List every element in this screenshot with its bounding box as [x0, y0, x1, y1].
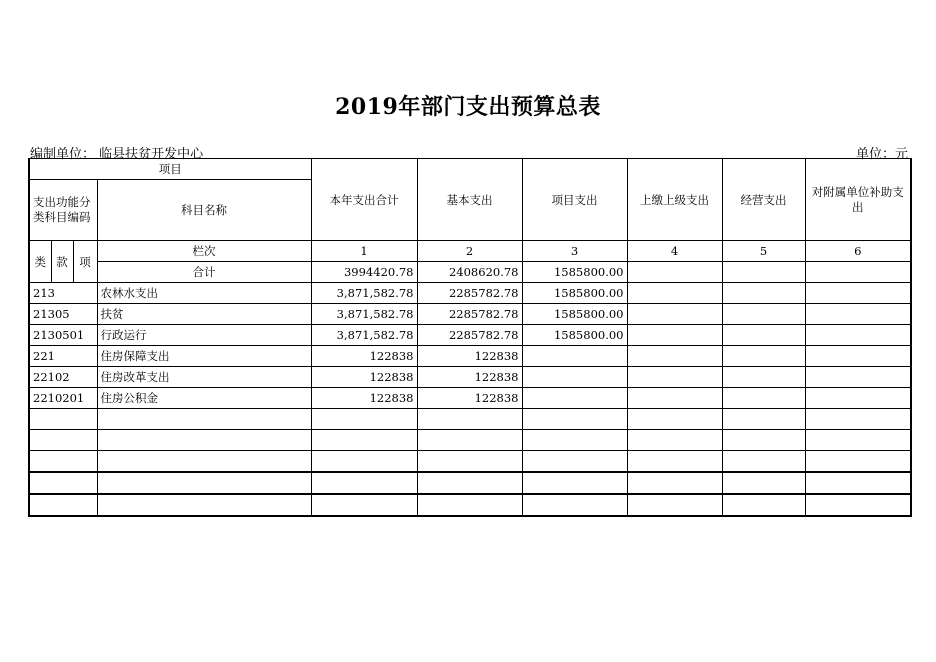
row-total: 3,871,582.78 [311, 304, 417, 325]
empty-cell [722, 430, 805, 451]
header-subsidy: 对附属单位补助支出 [805, 159, 911, 241]
total-subsidy [805, 262, 911, 283]
row-code: 21305 [29, 304, 97, 325]
empty-cell [627, 494, 722, 516]
empty-cell [805, 451, 911, 473]
row-basic: 122838 [417, 367, 522, 388]
empty-cell [29, 472, 97, 494]
empty-cell [522, 451, 627, 473]
row-project [522, 346, 627, 367]
row-name: 农林水支出 [97, 283, 311, 304]
row-name: 扶贫 [97, 304, 311, 325]
empty-cell [417, 430, 522, 451]
empty-cell [417, 494, 522, 516]
header-xiang: 项 [73, 241, 97, 283]
header-basic: 基本支出 [417, 159, 522, 241]
row-total: 3,871,582.78 [311, 283, 417, 304]
empty-cell [722, 494, 805, 516]
empty-cell [522, 409, 627, 430]
header-row-1 [29, 159, 911, 180]
row-subsidy [805, 388, 911, 409]
row-subsidy [805, 367, 911, 388]
header-name: 科目名称 [97, 180, 311, 241]
row-basic: 122838 [417, 388, 522, 409]
total-operating [722, 262, 805, 283]
row-subsidy [805, 283, 911, 304]
row-upper [627, 367, 722, 388]
empty-cell [97, 451, 311, 473]
header-operating: 经营支出 [722, 159, 805, 241]
row-code: 2210201 [29, 388, 97, 409]
row-operating [722, 304, 805, 325]
empty-cell [29, 430, 97, 451]
row-project [522, 388, 627, 409]
header-lanci: 栏次 [97, 241, 311, 262]
currency-unit: 单位：元 [855, 147, 908, 162]
header-project-expense: 项目支出 [522, 159, 627, 241]
col-number: 4 [627, 241, 722, 262]
empty-row [29, 472, 911, 494]
header-lei: 类 [29, 241, 51, 283]
empty-cell [627, 409, 722, 430]
empty-cell [522, 430, 627, 451]
empty-cell [311, 494, 417, 516]
empty-row [29, 430, 911, 451]
empty-cell [97, 409, 311, 430]
empty-cell [417, 451, 522, 473]
row-name: 住房保障支出 [97, 346, 311, 367]
row-upper [627, 388, 722, 409]
empty-cell [627, 451, 722, 473]
row-name: 行政运行 [97, 325, 311, 346]
empty-cell [311, 430, 417, 451]
header-total: 本年支出合计 [311, 159, 417, 241]
row-code: 22102 [29, 367, 97, 388]
row-basic: 2285782.78 [417, 283, 522, 304]
empty-cell [805, 472, 911, 494]
header-kuan: 款 [51, 241, 73, 283]
row-basic: 2285782.78 [417, 325, 522, 346]
empty-row [29, 494, 911, 516]
row-project [522, 367, 627, 388]
empty-cell [29, 451, 97, 473]
empty-cell [97, 494, 311, 516]
col-number: 6 [805, 241, 911, 262]
empty-cell [627, 472, 722, 494]
total-basic: 2408620.78 [417, 262, 522, 283]
row-operating [722, 283, 805, 304]
row-upper [627, 304, 722, 325]
empty-cell [29, 409, 97, 430]
page-title: 2019年部门支出预算总表 [335, 94, 601, 120]
row-subsidy [805, 346, 911, 367]
row-subsidy [805, 325, 911, 346]
column-number-row [29, 241, 911, 262]
header-project: 项目 [29, 159, 311, 180]
row-total: 122838 [311, 388, 417, 409]
empty-cell [805, 409, 911, 430]
row-project: 1585800.00 [522, 325, 627, 346]
row-project: 1585800.00 [522, 304, 627, 325]
header-code-group: 支出功能分类科目编码 [29, 180, 97, 241]
budget-table [28, 158, 912, 517]
row-operating [722, 346, 805, 367]
row-subsidy [805, 304, 911, 325]
col-number: 1 [311, 241, 417, 262]
total-row [29, 262, 911, 283]
row-code: 221 [29, 346, 97, 367]
row-basic: 2285782.78 [417, 304, 522, 325]
empty-cell [805, 494, 911, 516]
empty-cell [97, 430, 311, 451]
table-row [29, 283, 911, 304]
table-row [29, 367, 911, 388]
empty-cell [97, 472, 311, 494]
table-row [29, 388, 911, 409]
row-upper [627, 346, 722, 367]
header-upper-payment: 上缴上级支出 [627, 159, 722, 241]
total-amount: 3994420.78 [311, 262, 417, 283]
row-operating [722, 388, 805, 409]
row-operating [722, 325, 805, 346]
empty-row [29, 409, 911, 430]
col-number: 5 [722, 241, 805, 262]
empty-cell [722, 409, 805, 430]
empty-cell [417, 409, 522, 430]
empty-cell [522, 494, 627, 516]
row-name: 住房改革支出 [97, 367, 311, 388]
empty-cell [522, 472, 627, 494]
row-upper [627, 325, 722, 346]
col-number: 3 [522, 241, 627, 262]
row-name: 住房公积金 [97, 388, 311, 409]
row-code: 2130501 [29, 325, 97, 346]
row-basic: 122838 [417, 346, 522, 367]
empty-cell [417, 472, 522, 494]
row-project: 1585800.00 [522, 283, 627, 304]
empty-row [29, 451, 911, 473]
empty-cell [311, 409, 417, 430]
row-total: 3,871,582.78 [311, 325, 417, 346]
table-row [29, 325, 911, 346]
row-code: 213 [29, 283, 97, 304]
empty-cell [311, 472, 417, 494]
empty-cell [805, 430, 911, 451]
empty-cell [311, 451, 417, 473]
empty-cell [722, 451, 805, 473]
empty-cell [627, 430, 722, 451]
total-project: 1585800.00 [522, 262, 627, 283]
total-upper [627, 262, 722, 283]
total-label: 合计 [97, 262, 311, 283]
row-total: 122838 [311, 367, 417, 388]
empty-cell [29, 494, 97, 516]
row-total: 122838 [311, 346, 417, 367]
table-row [29, 304, 911, 325]
row-upper [627, 283, 722, 304]
empty-cell [722, 472, 805, 494]
compiling-unit: 编制单位： 临县扶贫开发中心 [30, 147, 204, 162]
col-number: 2 [417, 241, 522, 262]
table-row [29, 346, 911, 367]
row-operating [722, 367, 805, 388]
